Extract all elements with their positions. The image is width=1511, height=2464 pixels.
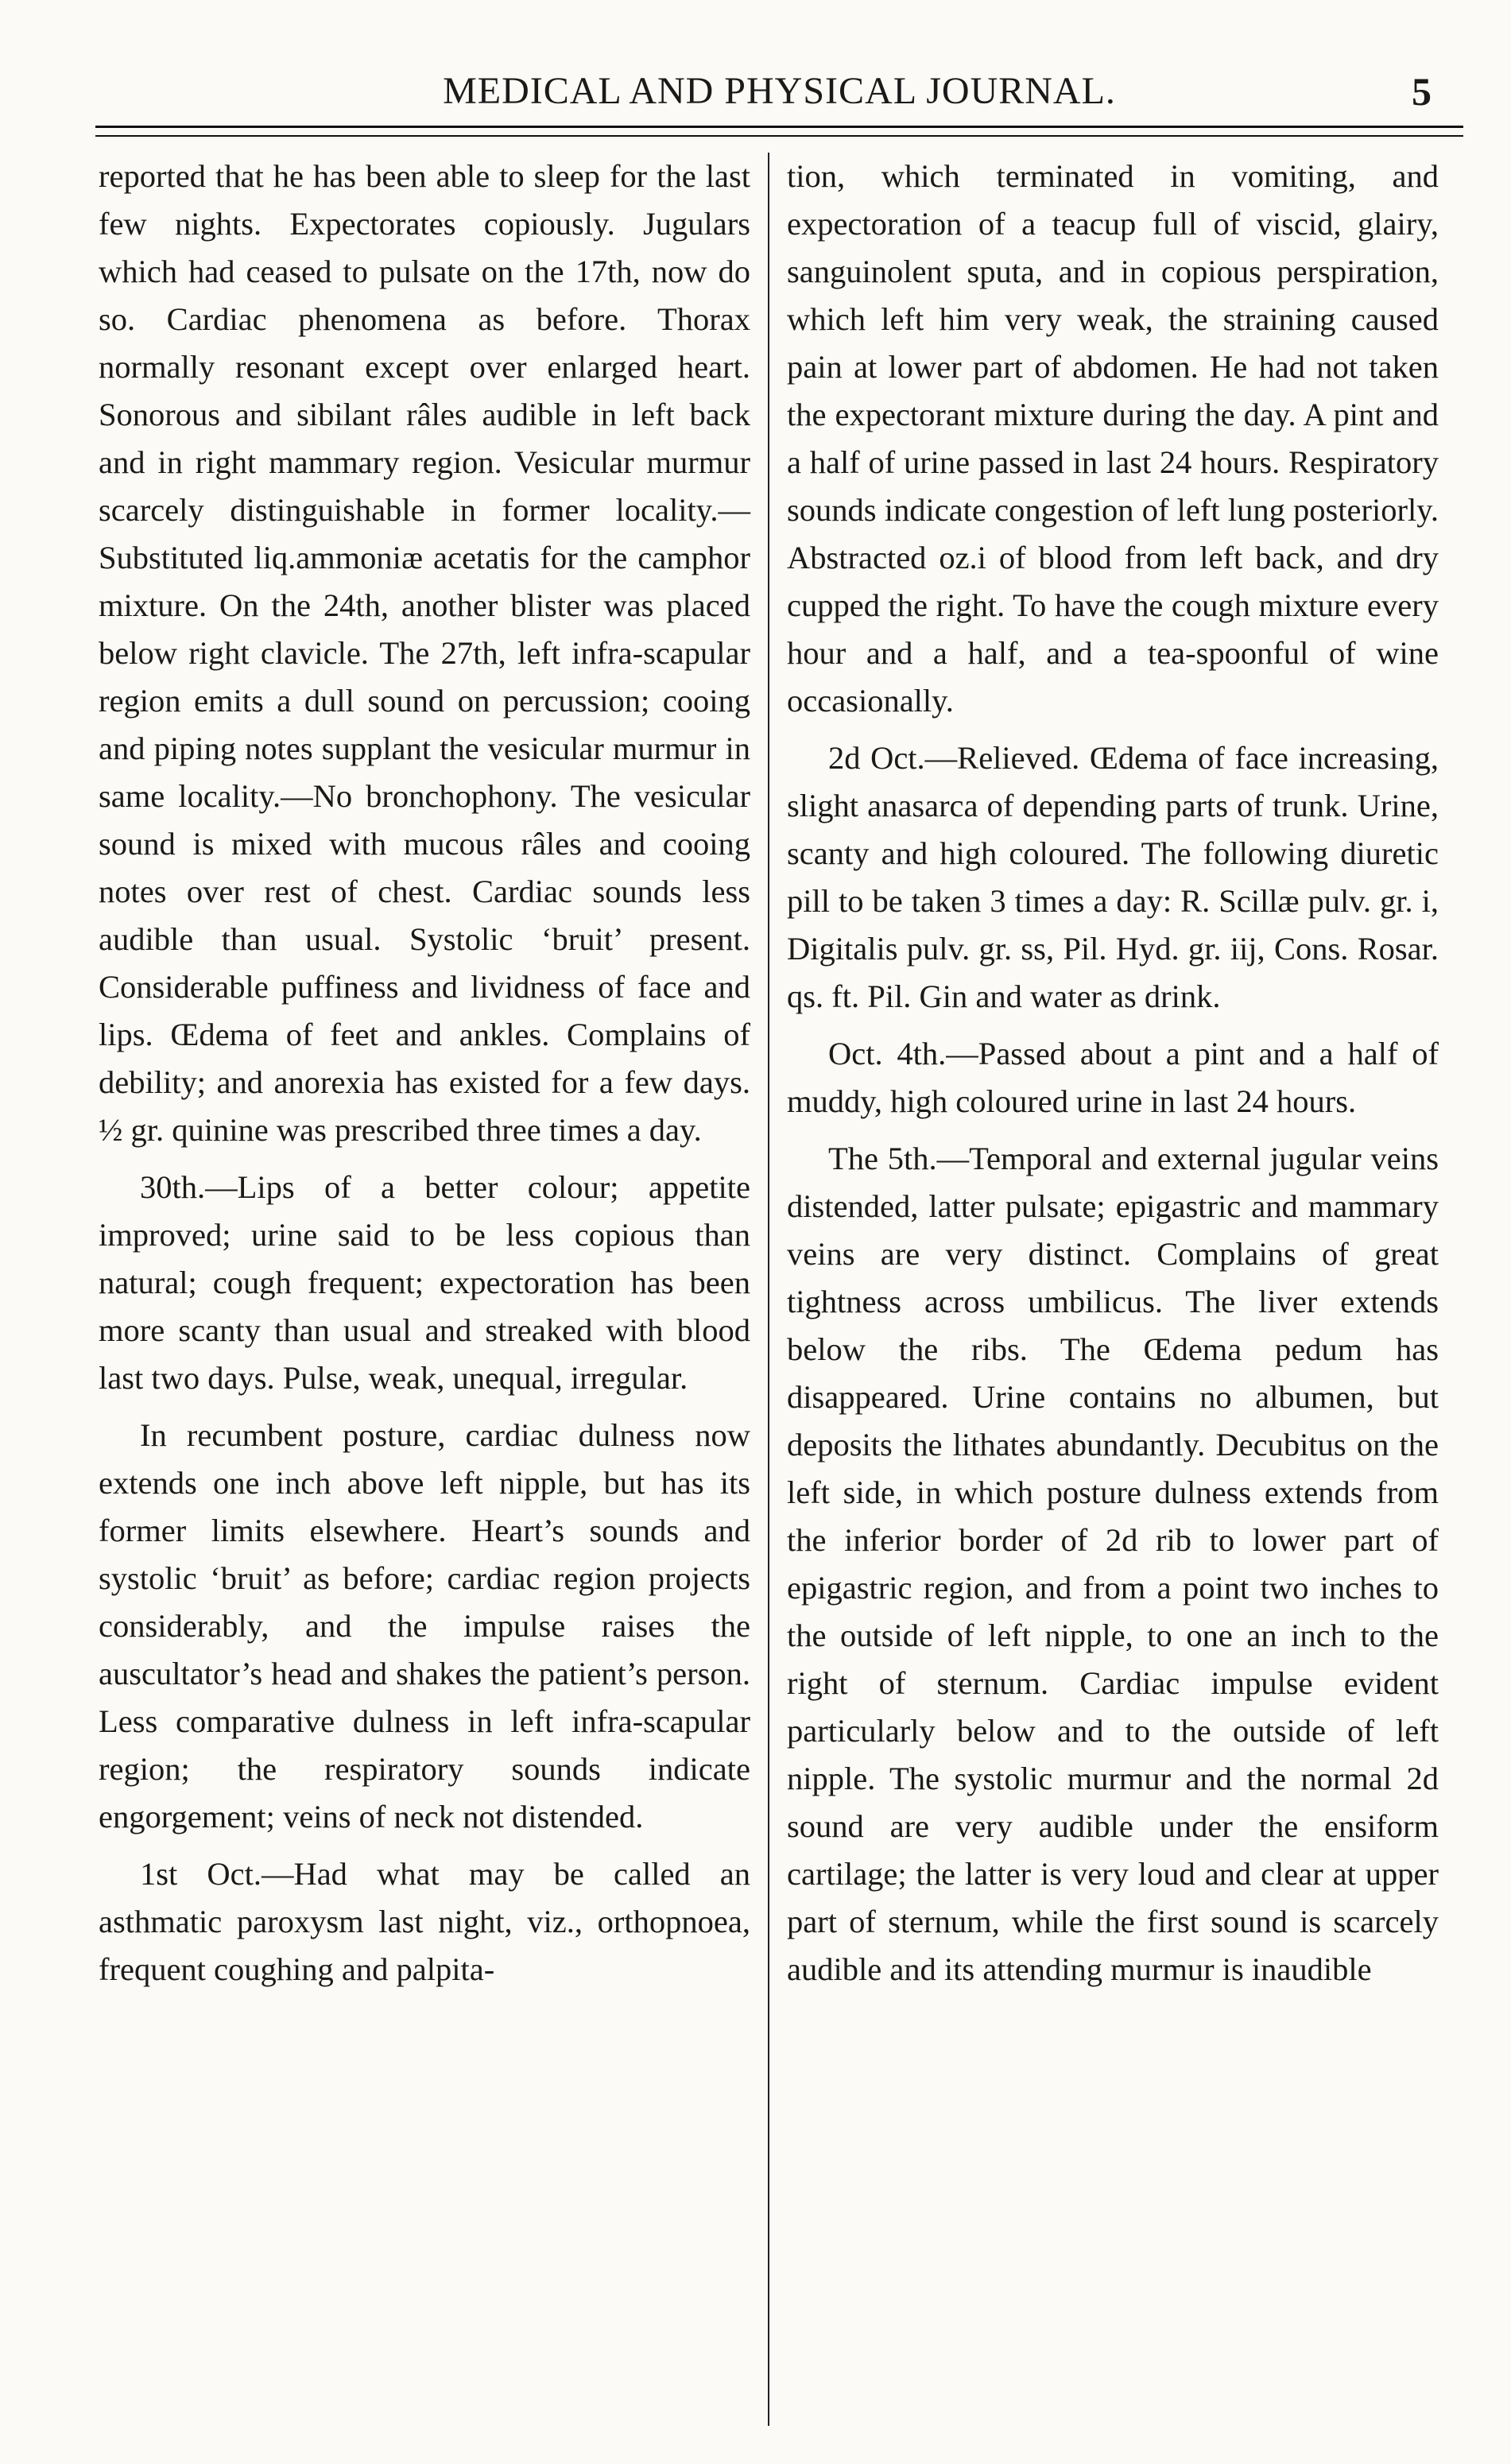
page-number: 5 [1412,69,1432,114]
paragraph: reported that he has been able to sleep for the last few nights. Expectorates copiously. Jugulars which had ceased to pulsate on the 17th, now do so. Cardiac phenomena as before. Thorax normally resonant except over enlarged heart. Sonorous and sibilant râles audible in left back and in right mammary region. Vesicular murmur scarcely distinguishable in former locality.—Substituted liq.ammoniæ acetatis for the camphor mixture. On the 24th, another blister was placed below right clavicle. The 27th, left infra-scapular region emits a dull sound on percussion; cooing and piping notes supplant the vesicular murmur in same locality.—No bronchophony. The vesicular sound is mixed with mucous râles and cooing notes over rest of chest. Cardiac sounds less audible than usual. Systolic ‘bruit’ present. Considerable puffiness and lividness of face and lips. Œdema of feet and ankles. Complains of debility; and anorexia has existed for a few days. ½ gr. quinine was prescribed three times a day. [99,158,750,1148]
paragraph: 1st Oct.—Had what may be called an asthmatic paroxysm last night, viz., orthopnoea, frequent coughing and palpita- [99,1856,750,1987]
column-divider [768,153,769,2426]
header-rule-thin [95,135,1463,137]
paragraph: 2d Oct.—Relieved. Œdema of face increasing, slight anasarca of depending parts of trunk. Urine, scanty and high coloured. The following diuretic pill to be taken 3 times a day: R. Scillæ pulv. gr. i, Digitalis pulv. gr. ss, Pil. Hyd. gr. iij, Cons. Rosar. qs. ft. Pil. Gin and water as drink. [787,740,1439,1014]
header-rule-thick [95,126,1463,128]
paragraph: tion, which terminated in vomiting, and expectoration of a teacup full of viscid, glairy, sanguinolent sputa, and in copious perspiration, which left him very weak, the straining caused pain at lower part of abdomen. He had not taken the expectorant mixture during the day. A pint and a half of urine passed in last 24 hours. Respiratory sounds indicate congestion of left lung posteriorly. Abstracted oz.i of blood from left back, and dry cupped the right. To have the cough mixture every hour and a half, and a tea-spoonful of wine occasionally. [787,158,1439,719]
paragraph: In recumbent posture, cardiac dulness now extends one inch above left nipple, but has its former limits elsewhere. Heart’s sounds and systolic ‘bruit’ as before; cardiac region projects considerably, and the impulse raises the auscultator’s head and shakes the patient’s person. Less comparative dulness in left infra-scapular region; the respiratory sounds indicate engorgement; veins of neck not distended. [99,1417,750,1834]
paragraph: 30th.—Lips of a better colour; appetite improved; urine said to be less copious than natural; cough frequent; expectoration has been more scanty than usual and streaked with blood last two days. Pulse, weak, unequal, irregular. [99,1169,750,1396]
running-head [95,64,1463,127]
right-column [787,153,1439,2003]
left-column [99,153,750,2003]
paragraph: Oct. 4th.—Passed about a pint and a half of muddy, high coloured urine in last 24 hours. [787,1036,1439,1119]
running-title: MEDICAL AND PHYSICAL JOURNAL. [443,70,1116,112]
paragraph: The 5th.—Temporal and external jugular veins distended, latter pulsate; epigastric and mammary veins are very distinct. Complains of great tightness across umbilicus. The liver extends below the ribs. The Œdema pedum has disappeared. Urine contains no albumen, but deposits the lithates abundantly. Decubitus on the left side, in which posture dulness extends from the inferior border of 2d rib to lower part of epigastric region, and from a point two inches to the outside of left nipple, to one an inch to the right of sternum. Cardiac impulse evident particularly below and to the outside of left nipple. The systolic murmur and the normal 2d sound are very audible under the ensiform cartilage; the latter is very loud and clear at upper part of sternum, while the first sound is scarcely audible and its attending murmur is inaudible [787,1141,1439,1987]
